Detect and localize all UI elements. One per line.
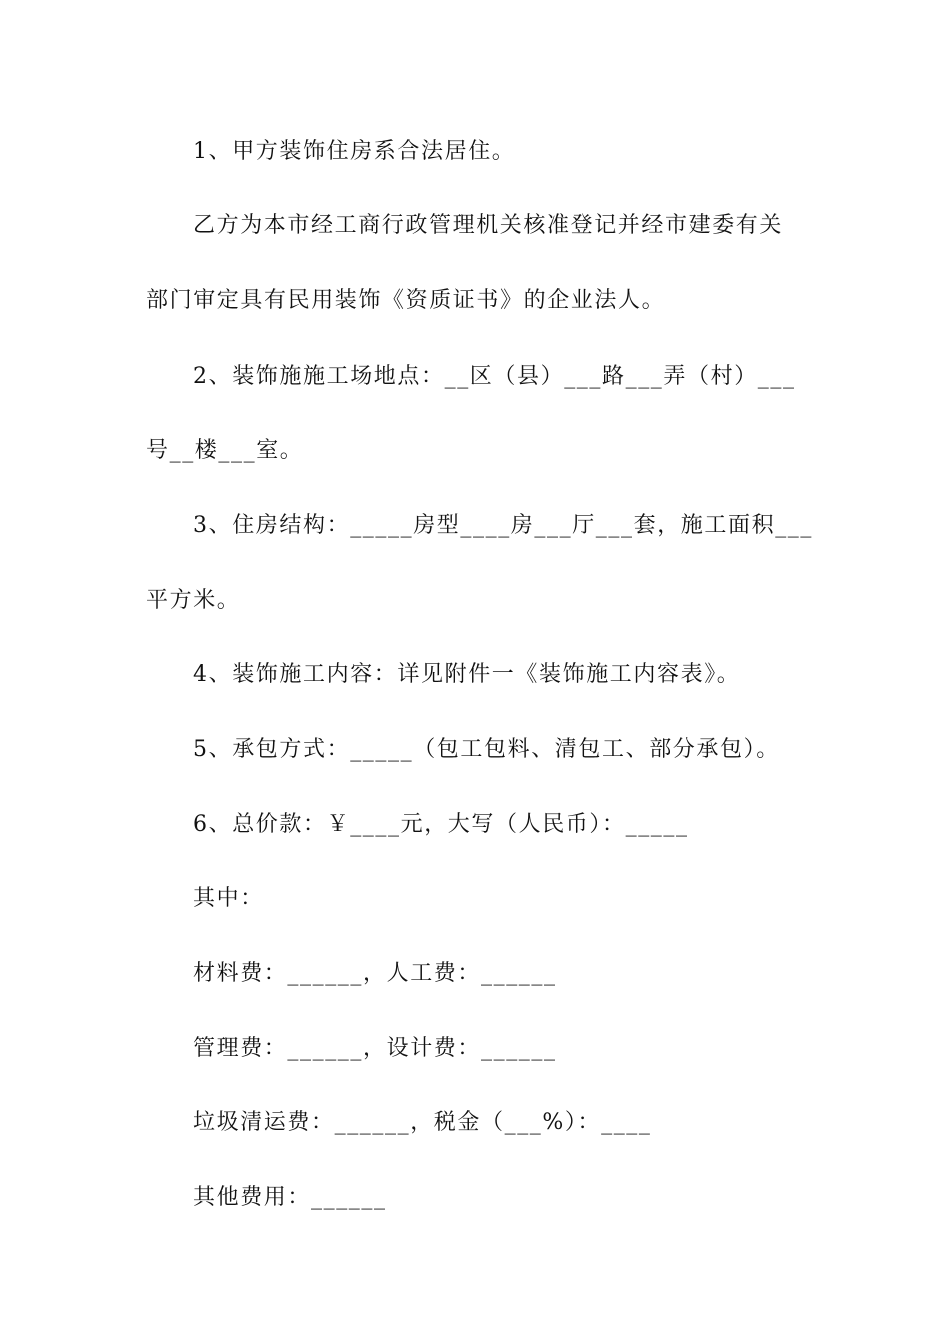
clause-5: 5、承包方式：_____（包工包料、清包工、部分承包）。 xyxy=(193,737,780,762)
fee-other: 其他费用：______ xyxy=(193,1185,387,1210)
fee-garbage-tax: 垃圾清运费：______，税金（___%）：____ xyxy=(193,1110,652,1135)
clause-4: 4、装饰施工内容：详见附件一《装饰施工内容表》。 xyxy=(193,662,741,687)
clause-2-line-2: 号__楼___室。 xyxy=(146,438,304,463)
clause-2-line-1: 2、装饰施施工场地点：__区（县）___路___弄（村）___ xyxy=(193,364,796,389)
clause-6: 6、总价款：￥____元，大写（人民币）：_____ xyxy=(193,812,689,837)
fee-material-labor: 材料费：______，人工费：______ xyxy=(193,961,557,986)
of-which-label: 其中： xyxy=(193,886,264,911)
fee-management-design: 管理费：______，设计费：______ xyxy=(193,1036,557,1061)
paragraph-party-b-line-2: 部门审定具有民用装饰《资质证书》的企业法人。 xyxy=(146,288,666,313)
clause-3-line-1: 3、住房结构：_____房型____房___厅___套，施工面积___ xyxy=(193,513,813,538)
clause-1: 1、甲方装饰住房系合法居住。 xyxy=(193,139,516,164)
paragraph-party-b-line-1: 乙方为本市经工商行政管理机关核准登记并经市建委有关 xyxy=(193,213,784,238)
clause-3-line-2: 平方米。 xyxy=(146,588,241,613)
